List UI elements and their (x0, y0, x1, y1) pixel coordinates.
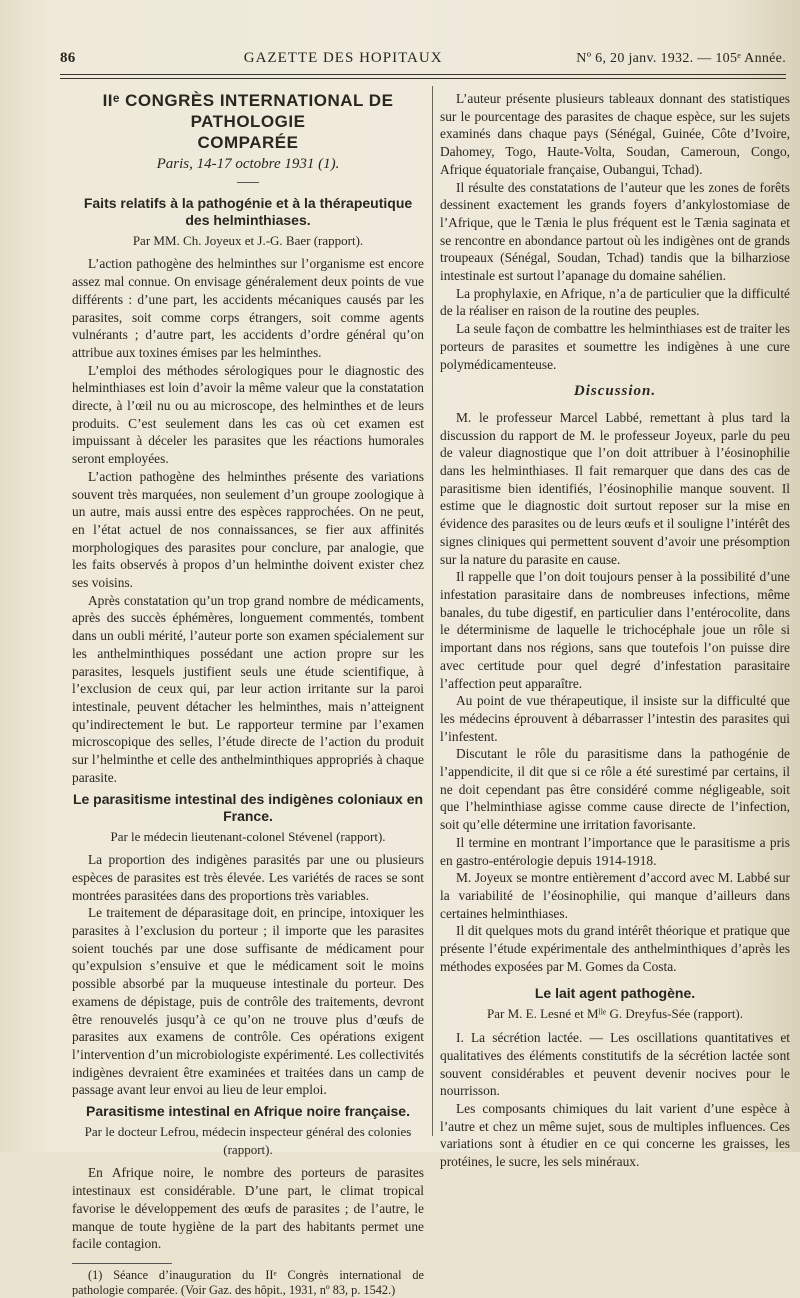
article-title: Faits relatifs à la pathogénie et à la thérapeutique des helminthiases. (83, 194, 413, 228)
paragraph: Il rappelle que l’on doit toujours penser à la possibilité d’une infestation parasitaire dans de nombreuses infections, même banales, du tube digestif, en particulier dans l’entérocolite, dans le déterminisme de laquelle le trichocéphale joue un rôle si important dans nos régions, sans que toutefois l’on puisse dire avec certitude pour quel degré d’infestation parasitaire l’affection peut apparaître. (440, 569, 790, 691)
paragraph: La seule façon de combattre les helminthiases est de traiter les porteurs de parasites et soumettre les indigènes à une cure polymédicamenteuse. (440, 321, 790, 372)
paragraph: L’action pathogène des helminthes présente des variations souvent très marquées, non seulement d’un groupe zoologique à un autre, mais aussi entre des espèces rapprochées. On ne peut, en l’état actuel de nos connaissances, se fier aux affinités morphologiques des parasites pour conclure, par analogie, que les faits observés à propos d’un helminthe doivent exister chez ses voisins. (72, 468, 424, 591)
paragraph: M. le professeur Marcel Labbé, remettant à plus tard la discussion du rapport de M. le professeur Joyeux, parle du peu de valeur diagnostique que l’on doit attribuer à l’éosinophilie dans les helminthiases. Il fait remarquer que dans des cas de parasitisme bien identifiés, l’éosinophilie manque souvent. Il estime que le diagnostic doit surtout reposer sur la mise en évidence des parasites ou de leurs œufs et il souligne l’intérêt des signes cliniques qui permettent souvent d’avoir une présomption sur la nature du parasite en cause. (440, 409, 790, 567)
paragraph: Le traitement de déparasitage doit, en principe, intoxiquer les parasites à l’exclusion du porteur ; il importe que les parasites soient touchés par une dose suffisante de médicament pour qu’expulsion s’ensuive et que le médicament soit le moins possible absorbé par la muqueuse intestinale du porteur. Des examens de dépistage, puis de contrôle des traitements, devront être renouvelés jusqu’à ce qu’on ne trouve plus d’œufs de parasites aux examens de contrôle. Ces opérations exigent l’intervention d’un microbiologiste expérimenté. Les collectivités indigènes devraient être examinées et traitées dans un camp de passage avant leur envoi au lieu de leur emploi. (72, 905, 424, 1098)
congress-title-line2: COMPARÉE (197, 133, 299, 152)
paragraph: Il termine en montrant l’importance que le parasitisme a pris en gastro-entérologie depuis 1914-1918. (440, 834, 790, 868)
right-column (440, 90, 790, 1171)
header-rule (60, 74, 786, 75)
page-number: 86 (60, 50, 76, 66)
article-byline: Par M. E. Lesné et Mˡˡᵉ G. Dreyfus-Sée (rapport). (486, 1006, 744, 1022)
paragraph: L’action pathogène des helminthes sur l’organisme est encore assez mal connue. On envisage généralement deux points de vue différents : d’une part, les accidents mécaniques causés par les parasites, soit comme corps étrangers, soit comme agents vulnérants ; d’autre part, les accidents d’ordre général qu’on attribue aux toxines émises par les helminthes. (72, 256, 424, 360)
article-title: Le parasitisme intestinal des indigènes coloniaux en France. (72, 790, 424, 824)
paragraph: Il dit quelques mots du grand intérêt théorique et pratique que présente l’étude expérimentale des anthelminthiques d’après les méthodes exposées par M. Gomes da Costa. (440, 923, 790, 974)
page-header (60, 50, 786, 72)
paragraph: Il résulte des constatations de l’auteur que les zones de forêts dessinent exactement les grands foyers d’ankylostomiase de l’Afrique, que le Tænia le plus fréquent est le Tænia saginata et se rencontre en abondance partout où les indigènes ont de grands troupeaux (Sénégal, Soudan, Tchad) tandis que la bilharziose intestinale est surtout l’apanage du domaine sahélien. (440, 179, 790, 284)
paragraph: La prophylaxie, en Afrique, n’a de particulier que la difficulté de la réaliser en raison de la routine des peuples. (440, 285, 790, 319)
title-separator (237, 182, 259, 183)
paragraph: La proportion des indigènes parasités par une ou plusieurs espèces de parasites est très élevée. Les variétés de races se sont montrées parasitées dans des proportions très variables. (72, 852, 424, 903)
congress-title-line1: IIᵉ CONGRÈS INTERNATIONAL DE PATHOLOGIE (102, 91, 394, 131)
article-title: Le lait agent pathogène. (534, 985, 696, 1002)
paragraph: L’auteur présente plusieurs tableaux donnant des statistiques sur le pourcentage des parasites de chaque espèce, sur les sujets examinés dans chaque pays (Sénégal, Guinée, Côte d’Ivoire, Dahomey, Togo, Haute-Volta, Soudan, Cameroun, Congo, Afrique équatoriale française, Oubangui, Tchad). (440, 91, 790, 177)
paragraph: Discutant le rôle du parasitisme dans la pathogénie de l’appendicite, il dit que si ce rôle a été surestimé par certains, il ne doit cependant pas être considéré comme négligeable, soit que l’helminthiase agisse comme cause directe de l’infection, soit qu’elle détermine une irritation favorisante. (440, 746, 790, 833)
paragraph: I. La sécrétion lactée. — Les oscillations quantitatives et qualitatives des éléments constitutifs de la sécrétion lactée sont souvent considérables et peuvent devenir nocives pour le nourrisson. (440, 1030, 790, 1099)
paragraph: L’emploi des méthodes sérologiques pour le diagnostic des helminthiases est loin d’avoir la même valeur que la constatation directe, à l’œil nu ou au microscope, des helminthes et de leurs produits. C’est seulement dans les cas où cet examen est impuissant à déceler les parasites que les réactions humorales seront employées. (72, 362, 424, 467)
congress-subtitle: Paris, 14-17 octobre 1931 (1). (156, 156, 340, 172)
paragraph: Après constatation qu’un trop grand nombre de médicaments, après des succès éphémères, longuement commentés, tombent dans un oubli mérité, l’auteur porte son examen spécialement sur les anthelminthiques possédant une action propre sur les parasites, lesquels justifient seuls une étude scientifique, à l’exclusion de ceux qui, par leur action irritante sur la paroi intestinale, peuvent détacher les helminthes, mais n’atteignent qu’indirectement le but. Le rapporteur termine par l’examen microscopique des selles, l’étude directe de l’action du produit sur l’helminthe et celle des anthelminthiques appropriés à chaque parasite. (72, 592, 424, 785)
issue-info: Nº 6, 20 janv. 1932. — 105ᵉ Année. (576, 51, 786, 66)
article-byline: Par le docteur Lefrou, médecin inspecteur général des colonies (rapport). (84, 1124, 412, 1157)
paragraph: Au point de vue thérapeutique, il insiste sur la difficulté que les médecins éprouvent à débarrasser l’intestin des parasites qui l’infestent. (440, 693, 790, 744)
footnote-rule (72, 1263, 172, 1264)
paragraph: En Afrique noire, le nombre des porteurs de parasites intestinaux est considérable. D’une part, le climat tropical favorise le développement des œufs de parasites ; de l’autre, le manque de toute hygiène de la part des habitants permet une facile contagion. (72, 1165, 424, 1252)
article-byline: Par MM. Ch. Joyeux et J.-G. Baer (rapport). (132, 232, 364, 248)
article-title: Parasitisme intestinal en Afrique noire française. (86, 1103, 410, 1120)
paragraph: Les composants chimiques du lait varient d’une espèce à l’autre et chez un même sujet, sous de multiples influences. Ces variations sont à étudier en ce qui concerne les graisses, les protéines, le sucre, les sels minéraux. (440, 1100, 790, 1170)
article-byline: Par le médecin lieutenant-colonel Stévenel (rapport). (110, 828, 386, 844)
discussion-heading: Discussion. (573, 383, 657, 400)
footnote: (1) Séance d’inauguration du IIᵉ Congrès international de pathologie comparée. (Voir Gaz. des hôpit., 1931, nº 83, p. 1542.) (72, 1267, 424, 1297)
journal-title: GAZETTE DES HOPITAUX (243, 50, 443, 66)
column-divider (432, 86, 433, 1136)
paragraph: M. Joyeux se montre entièrement d’accord avec M. Labbé sur la variabilité de l’éosinophilie, qui manque d’ailleurs dans certaines helminthiases. (440, 870, 790, 921)
left-column (72, 90, 424, 1298)
header-rule-double (60, 78, 786, 79)
